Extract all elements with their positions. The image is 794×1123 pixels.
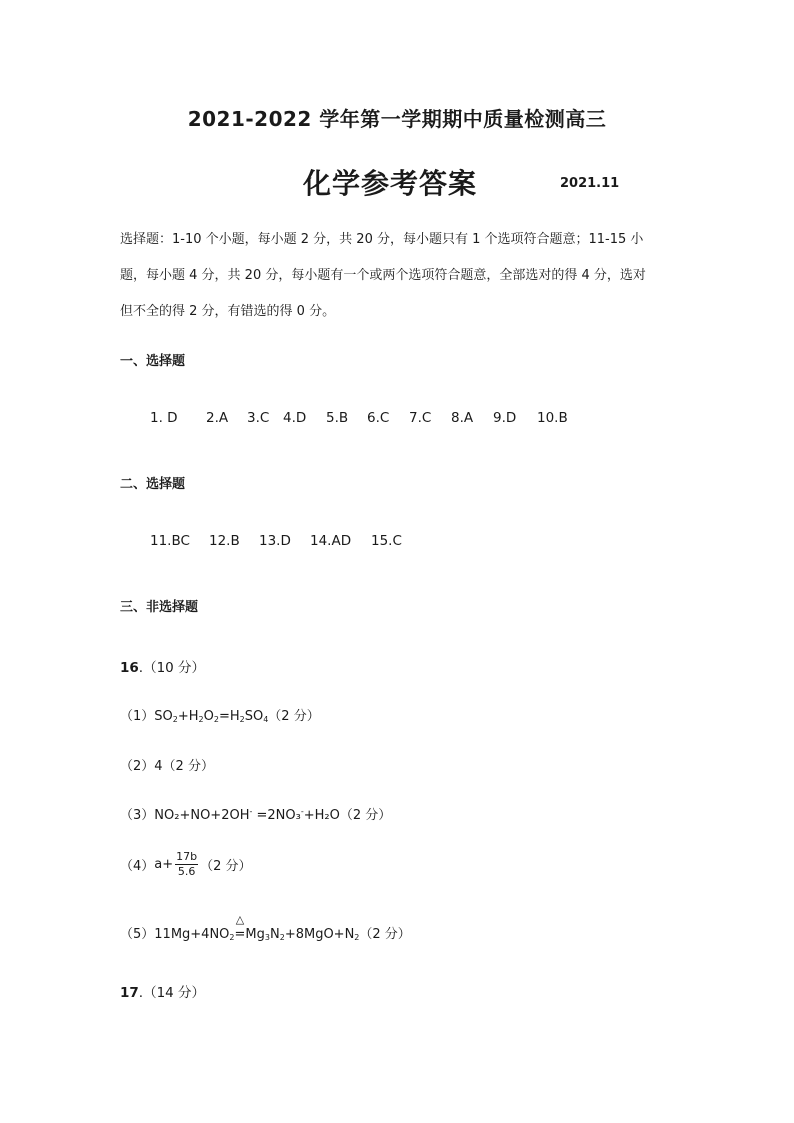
q16-part-1	[120, 705, 320, 724]
answer-8: 8.A	[451, 410, 474, 426]
section-1-heading: 一、选择题	[120, 354, 186, 369]
answer-1: 1. D	[150, 410, 178, 426]
answer-3: 3.C	[247, 410, 270, 426]
intro-line-3: 但不全的得 2 分，有错选的得 0 分。	[120, 304, 336, 319]
answer-7: 7.C	[409, 410, 432, 426]
section-2-heading: 二、选择题	[120, 477, 186, 492]
equation: $SO_2+H_2O_2=H_2SO_4$	[154, 709, 269, 724]
equation: NO₂+NO+2OH- =2NO₃-+H₂O（2 分）	[154, 807, 392, 823]
answer-6: 6.C	[367, 410, 390, 426]
answer-text: 4（2 分）	[154, 759, 214, 774]
answer-4: 4.D	[283, 410, 307, 426]
answer-2: 2.A	[206, 410, 229, 426]
answer-11: 11.BC	[150, 533, 190, 549]
q16-part-2	[120, 755, 214, 774]
question-16-points: .（10 分）	[138, 660, 206, 676]
answer-14: 14.AD	[310, 533, 352, 549]
q16-part-5	[120, 913, 411, 942]
part-label: （3）	[120, 808, 155, 823]
expression-prefix: a+	[154, 857, 174, 872]
fraction-numerator: 17b	[176, 850, 198, 863]
question-17-number: 17	[120, 985, 139, 1001]
fraction	[175, 851, 198, 878]
equation: $11Mg+4NO_2$ △ $=Mg_3N_2+8MgO+N_2$	[154, 913, 360, 942]
question-16-heading	[120, 656, 205, 676]
answer-10: 10.B	[537, 410, 568, 426]
answer-5: 5.B	[326, 410, 349, 426]
exam-date: 2021.11	[560, 176, 620, 191]
score: （2 分）	[268, 709, 320, 724]
score: （2 分）	[359, 927, 411, 942]
intro-line-2: 题，每小题 4 分，共 20 分，每小题有一个或两个选项符合题意，全部选对的得 4 分，选对	[120, 268, 646, 283]
question-17-heading	[120, 981, 205, 1001]
triangle-icon: △	[235, 913, 245, 926]
score: （2 分）	[200, 859, 252, 874]
answer-15: 15.C	[371, 533, 402, 549]
question-16-number: 16	[120, 660, 139, 676]
question-17-points: .（14 分）	[138, 985, 206, 1001]
page-title: 2021-2022 学年第一学期期中质量检测高三	[187, 107, 607, 131]
part-label: （5）	[120, 927, 155, 942]
intro-line-1: 选择题：1-10 个小题，每小题 2 分，共 20 分，每小题只有 1 个选项符合题意；11-15 小	[120, 232, 644, 247]
fraction-denominator: 5.6	[177, 865, 196, 878]
heating-equals-sign: △ =	[234, 913, 246, 942]
part-label: （1）	[120, 709, 155, 724]
part-label: （2）	[120, 759, 155, 774]
section-3-heading: 三、非选择题	[120, 600, 199, 615]
answer-13: 13.D	[259, 533, 291, 549]
q16-part-3	[120, 804, 391, 823]
part-label: （4）	[120, 859, 155, 874]
subject-title: 化学参考答案	[303, 167, 478, 200]
answer-9: 9.D	[493, 410, 517, 426]
answer-12: 12.B	[209, 533, 240, 549]
q16-part-4	[120, 851, 252, 878]
